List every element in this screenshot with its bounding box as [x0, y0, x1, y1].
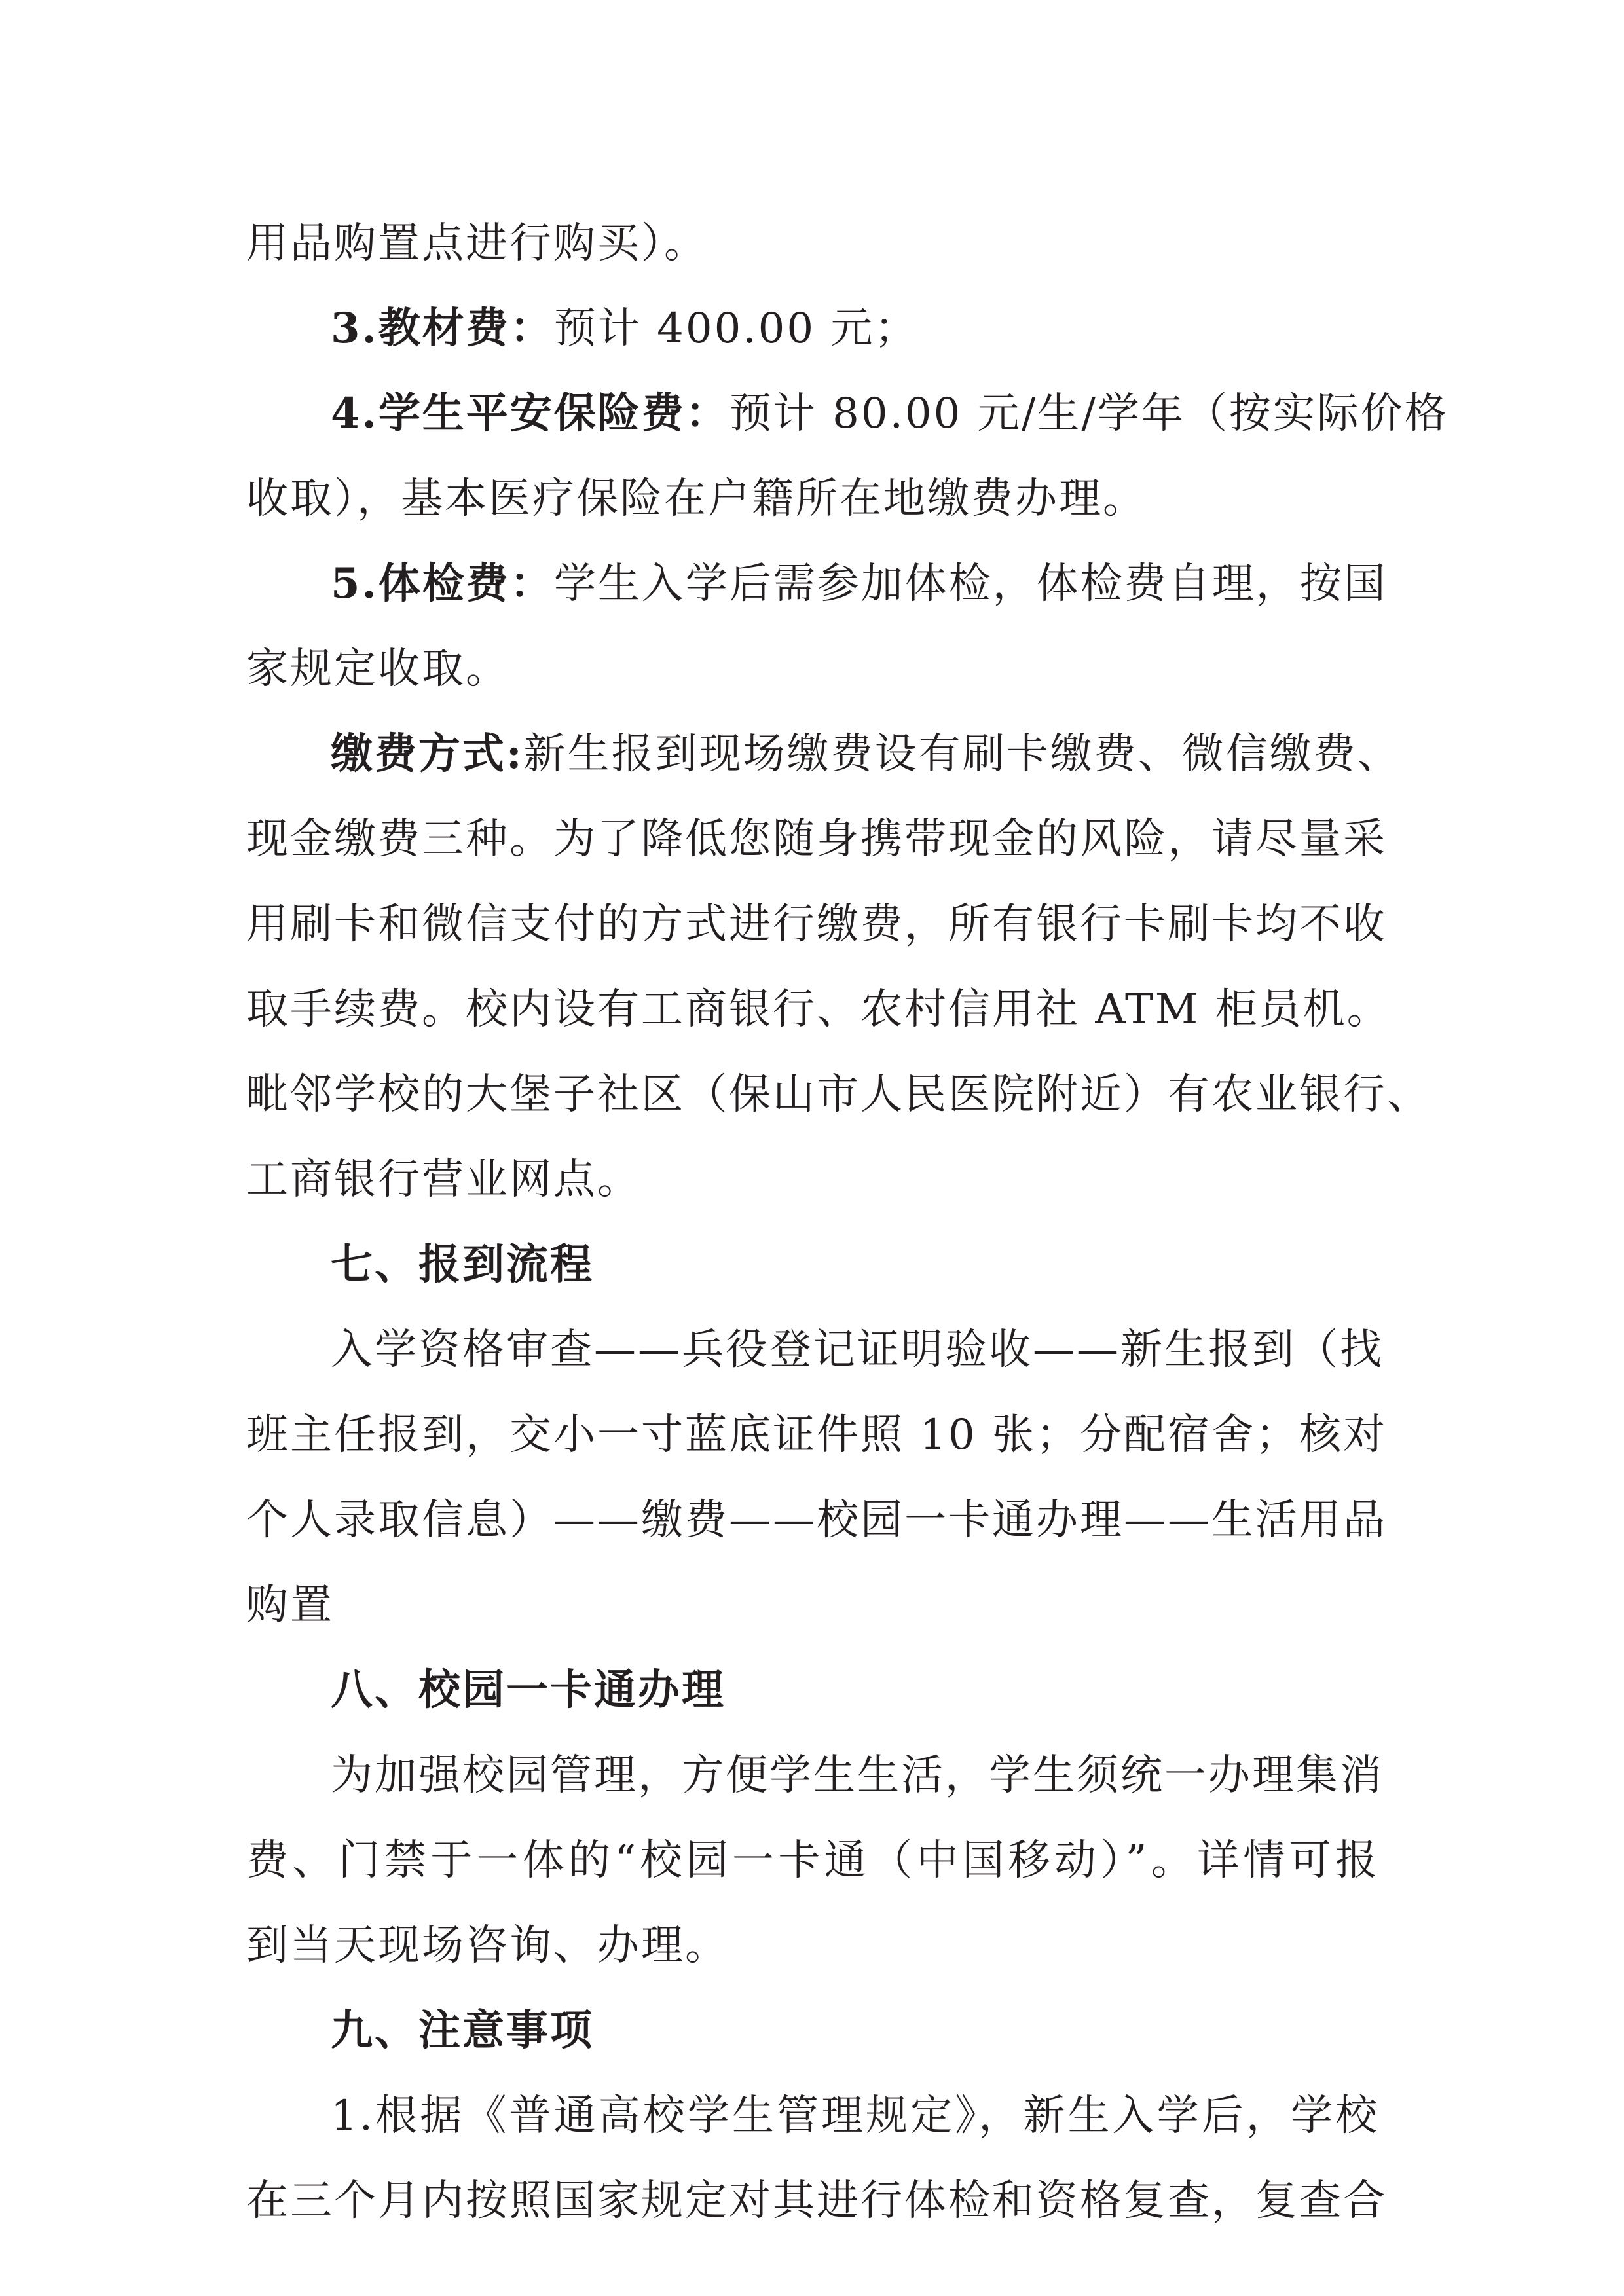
text-line: 工商银行营业网点。 [246, 1156, 641, 1204]
text-line: 在三个月内按照国家规定对其进行体检和资格复查，复查合 [246, 2177, 1387, 2225]
text-line: 购置 [246, 1581, 334, 1630]
section-heading-7: 七、报到流程 [331, 1241, 594, 1289]
text-line: 家规定收取。 [246, 645, 509, 693]
text-line: 用品购置点进行购买）。 [246, 219, 708, 268]
text-line: 毗邻学校的大堡子社区（保山市人民医院附近）有农业银行、 [246, 1070, 1431, 1119]
item-text: 预计 80.00 元/生/学年（按实际价格 [729, 390, 1449, 438]
item-text: 学生入学后需参加体检，体检费自理，按国 [553, 560, 1388, 608]
text-line [331, 299, 1379, 358]
item-label: 缴费方式: [331, 729, 524, 778]
text-line: 1.根据《普通高校学生管理规定》，新生入学后，学校 [331, 2092, 1379, 2140]
item-label: 4.学生平安保险费： [331, 389, 729, 438]
section-heading-8: 八、校园一卡通办理 [331, 1666, 726, 1715]
section-heading-9: 九、注意事项 [331, 2007, 594, 2055]
text-line [331, 384, 1449, 443]
item-text: 新生报到现场缴费设有刷卡缴费、微信缴费、 [523, 730, 1401, 778]
text-line [331, 555, 1388, 613]
item-label: 3.教材费： [331, 304, 554, 353]
text-line: 入学资格审查——兵役登记证明验收——新生报到（找 [331, 1326, 1384, 1374]
text-line: 用刷卡和微信支付的方式进行缴费，所有银行卡刷卡均不收 [246, 900, 1387, 949]
item-text: 预计 400.00 元； [553, 304, 919, 353]
text-line: 班主任报到，交小一寸蓝底证件照 10 张；分配宿舍；核对 [246, 1411, 1388, 1459]
text-line: 取手续费。校内设有工商银行、农村信用社 ATM 柜员机。 [246, 985, 1391, 1034]
text-line [331, 725, 1401, 784]
text-line: 个人录取信息）——缴费——校园一卡通办理——生活用品 [246, 1496, 1387, 1544]
text-line: 到当天现场咨询、办理。 [246, 1922, 729, 1970]
item-label: 5.体检费： [331, 559, 554, 608]
text-line: 收取），基本医疗保险在户籍所在地缴费办理。 [246, 475, 1147, 523]
text-line: 现金缴费三种。为了降低您随身携带现金的风险，请尽量采 [246, 815, 1387, 864]
text-line: 为加强校园管理，方便学生生活，学生须统一办理集消 [331, 1751, 1384, 1800]
text-line: 费、门禁于一体的“校园一卡通（中国移动）”。详情可报 [246, 1836, 1379, 1885]
